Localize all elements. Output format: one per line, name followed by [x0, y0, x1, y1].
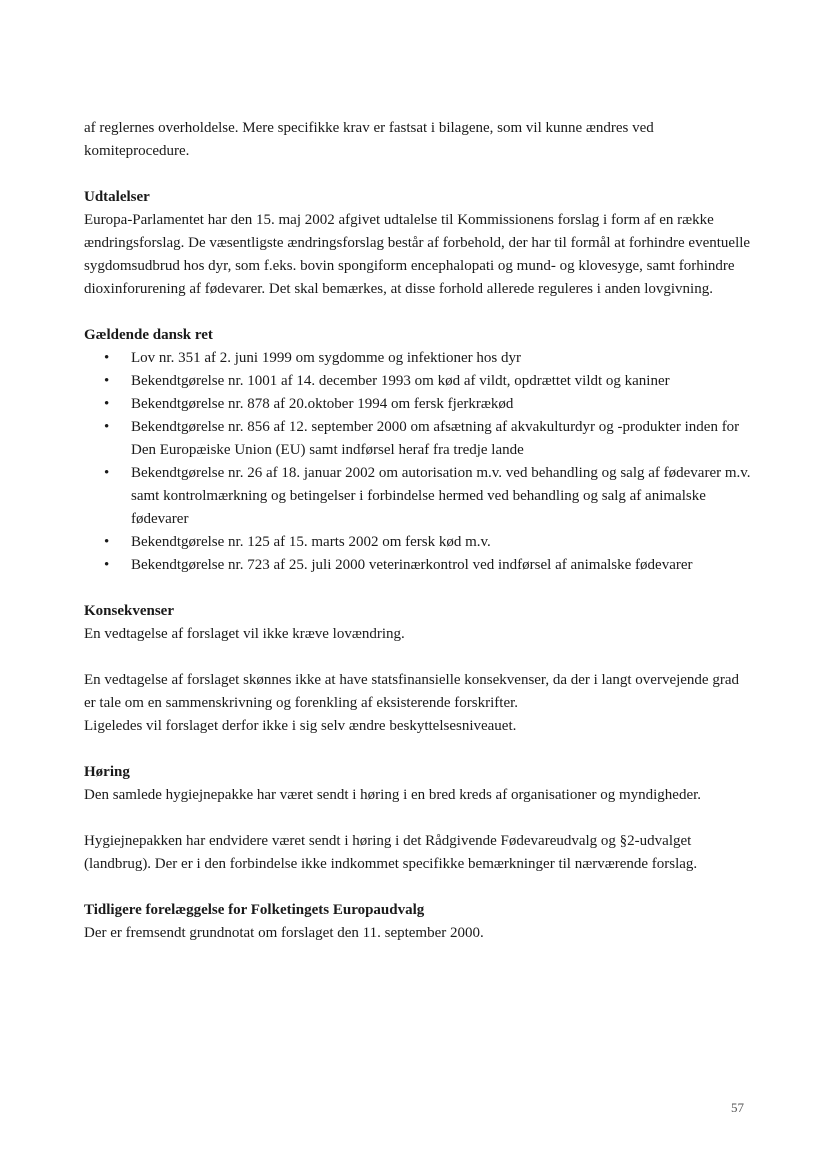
heading-hoering: Høring [84, 764, 130, 780]
bullet-icon: • [104, 396, 110, 412]
tidligere-paragraph: Der er fremsendt grundnotat om forslaget den 11. september 2000. [84, 925, 484, 941]
list-item [84, 393, 752, 416]
heading-gaeldende-dansk-ret: Gældende dansk ret [84, 327, 213, 343]
list-item-text: Bekendtgørelse nr. 856 af 12. september 2000 om afsætning af akvakulturdyr og -produkter inden for Den Europæiske Union (EU) samt indførsel heraf fra tredje lande [131, 419, 740, 458]
list-item-text: Bekendtgørelse nr. 26 af 18. januar 2002 om autorisation m.v. ved behandling og salg af fødevarer m.v. samt kontrolmærkning og betingelser i forbindelse hermed ved behandling og salg af animalske fødevarer [131, 465, 751, 527]
konsekvenser-paragraph-1: En vedtagelse af forslaget vil ikke kræve lovændring. [84, 626, 405, 642]
section-gaeldende-dansk-ret [84, 324, 752, 577]
list-item [84, 462, 752, 531]
list-item [84, 370, 752, 393]
list-item-text: Bekendtgørelse nr. 125 af 15. marts 2002 om fersk kød m.v. [131, 534, 491, 550]
document-page [84, 117, 752, 945]
bullet-icon: • [104, 534, 110, 550]
page-number: 57 [731, 1100, 744, 1115]
list-item [84, 554, 752, 577]
bullet-icon: • [104, 373, 110, 389]
bullet-icon: • [104, 350, 110, 366]
list-item [84, 416, 752, 462]
section-hoering [84, 761, 752, 876]
hoering-paragraph-1: Den samlede hygiejnepakke har været sendt i høring i en bred kreds af organisationer og myndigheder. [84, 787, 702, 803]
heading-tidligere-forelaeggelse: Tidligere forelæggelse for Folketingets Europaudvalg [84, 902, 425, 918]
section-tidligere-forelaeggelse [84, 899, 752, 945]
bullet-icon: • [104, 557, 110, 573]
udtalelser-paragraph: Europa-Parlamentet har den 15. maj 2002 afgivet udtalelse til Kommissionens forslag i form af en række ændringsforslag. De væsentligste ændringsforslag består af forbehold, der har til formål at forhindre eventuelle sygdomsudbrud hos dyr, som f.eks. bovin spongiform encephalopati og mund- og klovesyge, samt forhindre dioxinforurening af fødevarer. Det skal bemærkes, at disse forhold allerede reguleres i anden lovgivning. [84, 212, 751, 297]
bullet-icon: • [104, 465, 110, 481]
list-item [84, 347, 752, 370]
konsekvenser-paragraph-2: En vedtagelse af forslaget skønnes ikke at have statsfinansielle konsekvenser, da der i langt overvejende grad er tale om en sammenskrivning og forenkling af eksisterende forskrifter. [84, 672, 739, 711]
konsekvenser-paragraph-3: Ligeledes vil forslaget derfor ikke i sig selv ændre beskyttelsesniveauet. [84, 718, 517, 734]
section-udtalelser [84, 186, 752, 301]
heading-konsekvenser: Konsekvenser [84, 603, 174, 619]
intro-paragraph: af reglernes overholdelse. Mere specifikke krav er fastsat i bilagene, som vil kunne ændres ved komiteprocedure. [84, 120, 654, 159]
list-item-text: Lov nr. 351 af 2. juni 1999 om sygdomme og infektioner hos dyr [131, 350, 521, 366]
hoering-paragraph-2: Hygiejnepakken har endvidere været sendt i høring i det Rådgivende Fødevareudvalg og §2-udvalget (landbrug). Der er i den forbindelse ikke indkommet specifikke bemærkninger til nærværende forslag. [84, 833, 698, 872]
law-list [84, 347, 752, 577]
list-item-text: Bekendtgørelse nr. 878 af 20.oktober 1994 om fersk fjerkrækød [131, 396, 514, 412]
section-konsekvenser [84, 600, 752, 738]
list-item [84, 531, 752, 554]
heading-udtalelser: Udtalelser [84, 189, 150, 205]
list-item-text: Bekendtgørelse nr. 723 af 25. juli 2000 veterinærkontrol ved indførsel af animalske fødevarer [131, 557, 693, 573]
list-item-text: Bekendtgørelse nr. 1001 af 14. december 1993 om kød af vildt, opdrættet vildt og kaniner [131, 373, 670, 389]
bullet-icon: • [104, 419, 110, 435]
